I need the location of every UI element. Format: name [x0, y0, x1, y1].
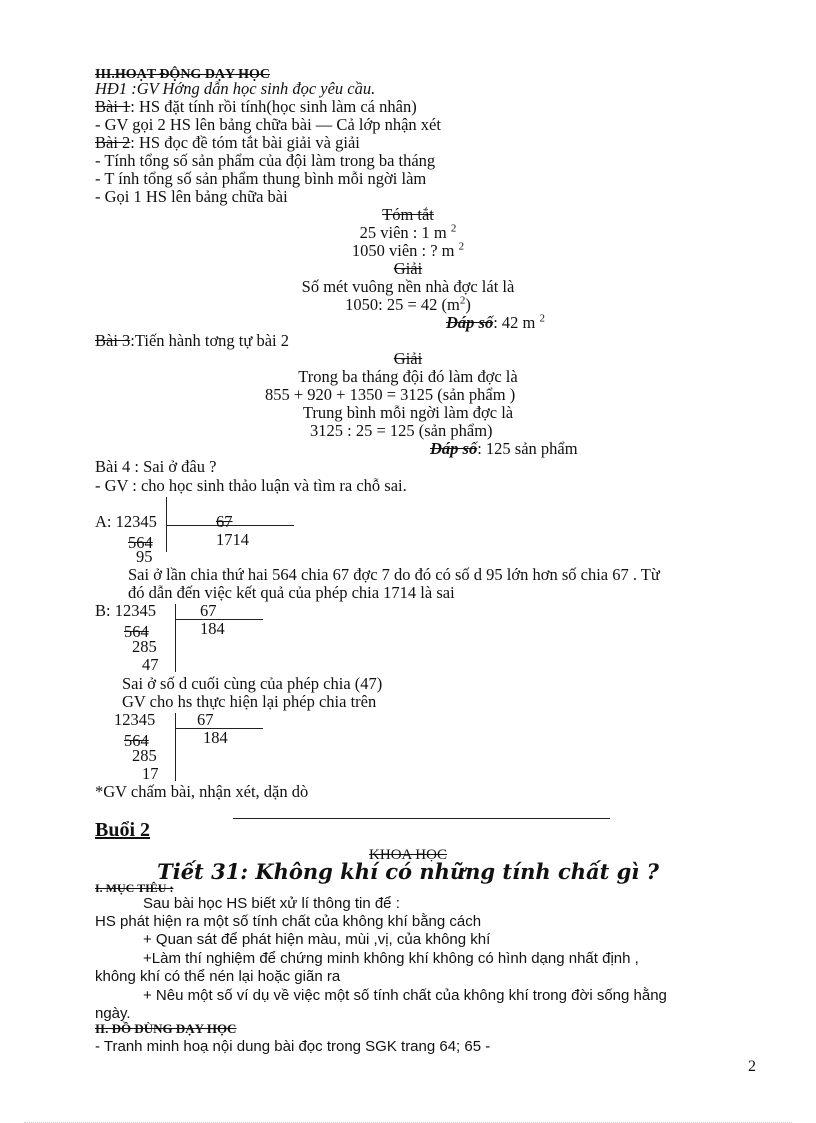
bai1-line	[95, 98, 417, 116]
exponent: 2	[458, 240, 465, 253]
div-a-rem1: 564	[128, 533, 153, 552]
div-a-exp1: Sai ở lần chia thứ hai 564 chia 67 đợc 7 do đó có số d 95 lớn hơn số chia 67 . Từ	[128, 565, 660, 584]
dd-line1: - Tranh minh hoạ nội dung bài đọc trong SGK trang 64; 65 -	[95, 1038, 491, 1055]
tomtat-line2-text: 1050 viên : ? m	[351, 241, 455, 260]
bai1-gv: - GV gọi 2 HS lên bảng chữa bài — Cả lớp nhận xét	[95, 115, 441, 134]
hd1-line	[95, 80, 375, 98]
div-c-divisor: 67	[197, 710, 214, 729]
dapso-text: : 42 m	[493, 313, 536, 332]
div-c-rem1: 564	[124, 731, 149, 750]
bai2-label: Bài 2	[95, 133, 131, 152]
giai-line2	[0, 296, 816, 314]
section-divider	[233, 818, 610, 819]
hd1-text: HĐ1 :GV Hớng dẫn học sinh đọc yêu cầu.	[95, 79, 376, 98]
page-number: 2	[748, 1058, 756, 1075]
buoi-heading: Buổi 2	[95, 819, 151, 841]
div-b-rem3: 47	[142, 655, 159, 674]
bai3-line	[95, 332, 289, 350]
tomtat-line1-text: 25 viên : 1 m	[359, 223, 447, 242]
exponent: 2	[539, 312, 546, 325]
div-b-divisor: 67	[200, 601, 217, 620]
div-c-quotient: 184	[203, 728, 228, 747]
div-b-rem1: 564	[124, 622, 149, 641]
lesson-title: Tiết 31: Không khí có những tính chất gì ?	[157, 859, 659, 884]
bai2-line1: - Tính tổng số sản phẩm của đội làm trong ba tháng	[95, 151, 436, 170]
section-heading: III.HOẠT ĐỘNG DẠY HỌC	[95, 67, 271, 82]
giai3-line2: 855 + 920 + 1350 = 3125 (sản phẩm )	[265, 385, 516, 404]
div-c-rem3: 17	[142, 764, 159, 783]
dodung-heading: II. ĐỒ DÙNG DẠY HỌC	[95, 1021, 237, 1036]
giai-line2-close: )	[465, 295, 471, 314]
div-a-divisor: 67	[216, 512, 233, 531]
div-b-quotient: 184	[200, 619, 225, 638]
exponent: 2	[459, 294, 466, 307]
div-c-dividend: 12345	[114, 710, 156, 729]
mt-line7: ngày.	[95, 1005, 131, 1022]
div-c-vline	[175, 713, 176, 781]
bai2-line	[95, 134, 360, 152]
div-a-exp2: đó dẫn đến việc kết quả của phép chia 1714 là sai	[128, 583, 455, 602]
mt-line4: +Làm thí nghiệm để chứng minh không khí không có hình dạng nhất định ,	[143, 950, 639, 967]
gv-redo: GV cho hs thực hiện lại phép chia trên	[122, 692, 377, 711]
div-a-dividend: A: 12345	[95, 512, 157, 531]
div-b-dividend: B: 12345	[95, 601, 156, 620]
gv-end: *GV chấm bài, nhận xét, dặn dò	[95, 782, 309, 801]
dapso-label: Đáp số	[446, 313, 494, 332]
div-c-rem2: 285	[132, 746, 157, 765]
bai3-text: :Tiến hành tơng tự bài 2	[130, 331, 289, 350]
subject-heading: KHOA HỌC	[369, 847, 447, 863]
div-b-vline	[175, 604, 176, 672]
tomtat-line1	[0, 224, 816, 242]
mt-line6: + Nêu một số ví dụ về việc một số tính chất của không khí trong đời sống hằng	[143, 987, 667, 1004]
tomtat-title: Tóm tắt	[382, 205, 434, 224]
bai2-text: : HS đọc đề tóm tắt bài giải và giải	[130, 133, 360, 152]
giai3-title: Giải	[393, 349, 423, 368]
giai-line1: Số mét vuông nền nhà đợc lát là	[301, 277, 515, 296]
bai4-title: Bài 4 : Sai ở đâu ?	[95, 457, 217, 476]
giai-title: Giải	[393, 259, 423, 278]
bai2-line2: - T ính tổng số sản phẩm thung bình mỗi ngời làm	[95, 169, 427, 188]
giai3-line1: Trong ba tháng đội đó làm đợc là	[298, 367, 518, 386]
giai-line2-text: 1050: 25 = 42 (m	[345, 295, 460, 314]
div-b-exp: Sai ở số d cuối cùng của phép chia (47)	[122, 674, 383, 693]
giai3-line4: 3125 : 25 = 125 (sản phẩm)	[310, 421, 493, 440]
dapso-line	[446, 314, 545, 332]
mt-line1: Sau bài học HS biết xử lí thông tin để :	[143, 895, 400, 912]
bai1-label: Bài 1	[95, 97, 131, 116]
mt-line5: không khí có thể nén lại hoặc giãn ra	[95, 968, 341, 985]
giai3-line3: Trung bình mỗi ngời làm đợc là	[302, 403, 514, 422]
bai1-text: : HS đặt tính rồi tính(học sinh làm cá nhân)	[130, 97, 417, 116]
div-a-quotient: 1714	[216, 530, 249, 549]
mt-line2: HS phát hiện ra một số tính chất của không khí bằng cách	[95, 913, 482, 930]
div-b-rem2: 285	[132, 637, 157, 656]
exponent: 2	[450, 222, 457, 235]
dapso3-text: : 125 sản phẩm	[477, 439, 578, 458]
bai2-line3: - Gọi 1 HS lên bảng chữa bài	[95, 187, 288, 206]
muctieu-heading: I. MỤC TIÊU :	[95, 881, 174, 895]
dapso3-line	[430, 440, 578, 458]
dapso3-label: Đáp số	[430, 439, 478, 458]
tomtat-line2	[0, 242, 816, 260]
mt-line3: + Quan sát để phát hiện màu, mùi ,vị, của không khí	[143, 931, 491, 948]
div-a-rem2: 95	[136, 547, 153, 566]
bai4-gv: - GV : cho học sinh thảo luận và tìm ra chỗ sai.	[95, 476, 407, 495]
bai3-label: Bài 3	[95, 331, 131, 350]
